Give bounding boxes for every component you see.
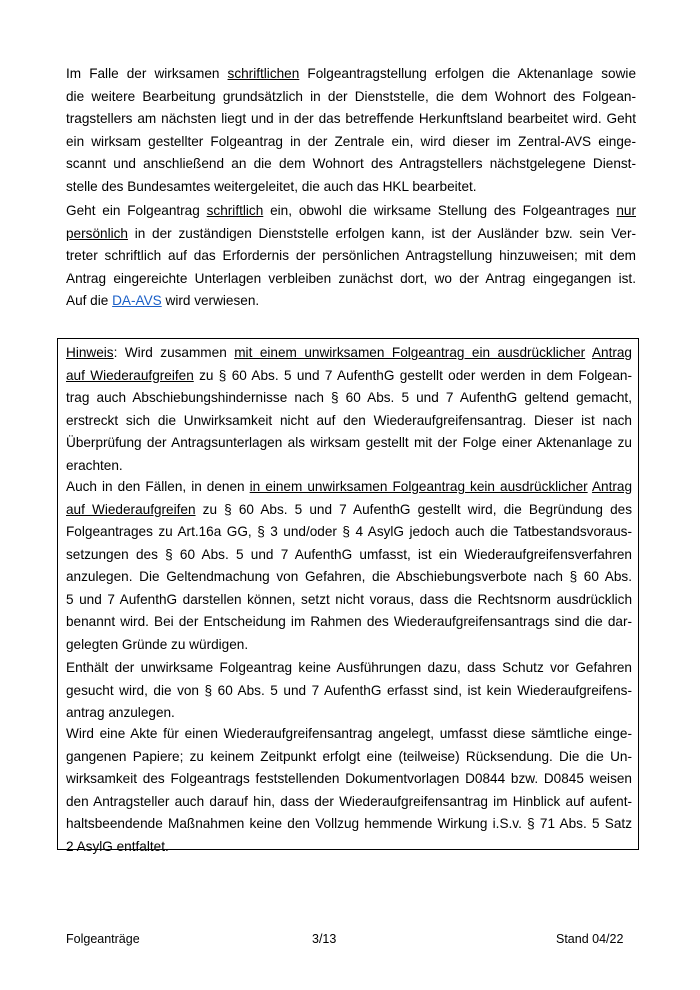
text-line: Hinweis: Wird zusammen mit einem unwirksamen Folgeantrag ein ausdrücklicher Antrag	[66, 345, 632, 360]
text-line: auf Wiederaufgreifen zu § 60 Abs. 5 und 7 AufenthG gestellt oder werden in dem Folgean-	[66, 367, 632, 383]
note-paragraph-2	[66, 476, 632, 656]
paragraph-written-application	[66, 63, 636, 198]
text-line: scannt und anschließend an die dem Wohnort des Antragstellers nächstgelegene Dienst-	[66, 156, 636, 171]
underlined-text: persönlich	[66, 225, 128, 241]
underlined-text: mit einem unwirksamen Folgeantrag ein ausdrücklicher	[234, 345, 586, 360]
paragraph-personal-application	[66, 200, 636, 313]
text-line: antrag anzulegen.	[66, 705, 175, 720]
text-line: Überprüfung der Antragsunterlagen als wirksam gestellt mit der Folge einer Aktenanlage zu	[66, 435, 632, 450]
note-paragraph-3	[66, 657, 632, 725]
underlined-text: Antrag	[591, 479, 633, 494]
text-line: Antrag eingereichte Unterlagen verbleiben zunächst dort, wo der Antrag eingegangen ist.	[66, 270, 636, 286]
text-line: Geht ein Folgeantrag schriftlich ein, obwohl die wirksame Stellung des Folgeantrages nur	[66, 203, 636, 218]
text-line: anzulegen. Die Geltendmachung von Gefahren, die Abschiebungsverbote nach § 60 Abs.	[66, 569, 632, 584]
text-line: 2 AsylG entfaltet.	[66, 838, 169, 854]
text-line: Im Falle der wirksamen schriftlichen Folgeantragstellung erfolgen die Aktenanlage sowie	[66, 66, 637, 81]
text-line: gelegten Gründe zu würdigen.	[66, 636, 249, 652]
underlined-text: auf Wiederaufgreifen	[66, 501, 196, 517]
text-line: stelle des Bundesamtes weitergeleitet, die auch das HKL bearbeitet.	[66, 178, 477, 194]
text-line: benannt wird. Bei der Entscheidung im Rahmen des Wiederaufgreifensantrags sind die dar-	[66, 614, 632, 629]
note-box	[57, 338, 639, 854]
underlined-text: nur	[616, 203, 636, 218]
text-line: erachten.	[66, 457, 123, 473]
text-line: Enthält der unwirksame Folgeantrag keine Ausführungen dazu, dass Schutz vor Gefahren	[66, 660, 632, 675]
note-paragraph-4	[66, 723, 632, 858]
text-line: Folgeantrages zu Art.16a GG, § 3 und/oder § 4 AsylG jedoch auch die Tatbestandsvoraus-	[66, 524, 632, 539]
text-line: ein wirksam gestellter Folgeantrag in der Zentrale ein, wird dieser im Zentral-AVS einge-	[66, 133, 636, 149]
text-line: setzungen des § 60 Abs. 5 und 7 AufenthG umfasst, ist ein Wiederaufgreifensverfahren	[66, 546, 632, 562]
underlined-text: schriftlich	[206, 203, 264, 218]
underlined-text: in einem unwirksamen Folgeantrag kein ausdrücklicher	[249, 479, 588, 494]
footer-title: Folgeanträge	[66, 932, 140, 946]
text-line: persönlich in der zuständigen Dienststelle erfolgen kann, ist der Ausländer bzw. sein Ver-	[66, 225, 636, 241]
footer-page-number: 3/13	[312, 932, 337, 946]
text-line: treter schriftlich auf das Erfordernis der persönlichen Antragstellung hinzuweisen; mit dem	[66, 248, 636, 263]
underlined-text: auf Wiederaufgreifen	[66, 367, 194, 383]
text-line: trag auch Abschiebungshindernisse nach § 60 Abs. 5 und 7 AufenthG geltend gemacht,	[66, 390, 632, 405]
text-line: wirksamkeit des Folgeantrags feststellenden Dokumentvorlagen D0844 bzw. D0845 weisen	[66, 771, 632, 786]
footer-version: Stand 04/22	[556, 932, 624, 946]
text-line: auf Wiederaufgreifen zu § 60 Abs. 5 und 7 AufenthG gestellt wird, die Begründung des	[66, 501, 632, 517]
text-line: erstreckt sich die Unwirksamkeit nicht auf den Wiederaufgreifensantrag. Dieser ist nach	[66, 412, 632, 428]
da-avs-link[interactable]: DA-AVS	[112, 293, 162, 308]
text-line: den Antragsteller auch darauf hin, dass der Wiederaufgreifensantrag im Hinblick auf aufent-	[66, 793, 632, 809]
text-line: gesucht wird, die von § 60 Abs. 5 und 7 AufenthG erfasst sind, ist kein Wiederaufgreifens-	[66, 682, 632, 698]
underlined-text: schriftlichen	[227, 66, 300, 81]
text-line: haltsbeendende Maßnahmen keine den Vollzug hemmende Wirkung i.S.v. § 71 Abs. 5 Satz	[66, 816, 632, 831]
text-line: Auf die DA-AVS wird verwiesen.	[66, 293, 260, 308]
note-label: Hinweis	[66, 345, 114, 360]
text-line: die weitere Bearbeitung grundsätzlich in der Dienststelle, die dem Wohnort des Folgean-	[66, 88, 636, 104]
text-line: Wird eine Akte für einen Wiederaufgreifensantrag angelegt, umfasst diese sämtliche einge-	[66, 726, 632, 741]
text-line: 5 und 7 AufenthG darstellen können, setzt nicht voraus, dass die Rechtsnorm ausdrücklich	[66, 591, 632, 607]
text-line: tragstellers am nächsten liegt und in der das betreffende Herkunftsland bearbeitet wird. Geht	[66, 111, 636, 126]
note-paragraph-1	[66, 342, 632, 477]
underlined-text: Antrag	[591, 345, 632, 360]
text-line: Auch in den Fällen, in denen in einem unwirksamen Folgeantrag kein ausdrücklicher Antrag	[66, 479, 633, 494]
text-line: gangenen Papiere; zu keinem Zeitpunkt erfolgt eine (teilweise) Rücksendung. Die die Un-	[66, 748, 632, 764]
